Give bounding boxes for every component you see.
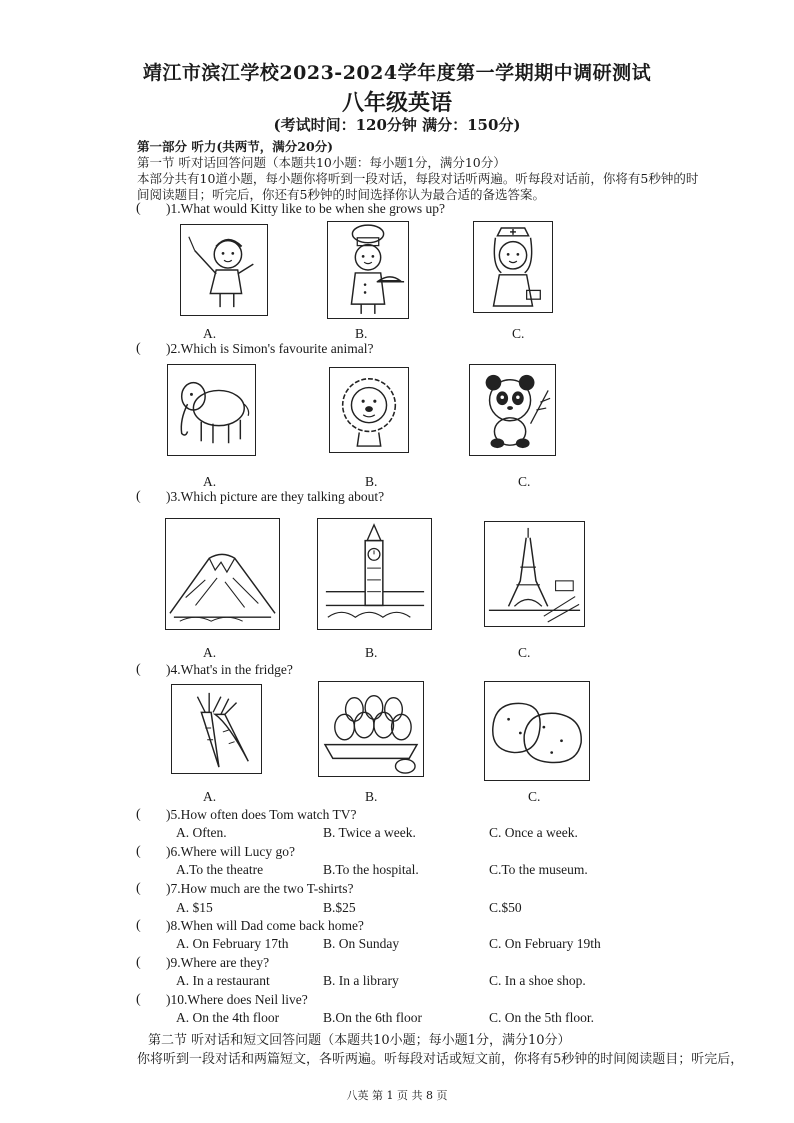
- section1-heading: 第一节 听对话回答问题（本题共10小题：每小题1分，满分10分）: [137, 155, 506, 170]
- answer-paren[interactable]: (: [136, 201, 141, 216]
- carrots-picture[interactable]: [171, 684, 262, 774]
- option-label-a: A.: [203, 789, 217, 804]
- instruction-line-2: 间阅读题目；听完后，你还有5秒钟的时间选择你认为最合适的备选答案。: [137, 187, 545, 202]
- part1-heading: 第一部分 听力(共两节，满分20分): [137, 139, 334, 154]
- answer-paren[interactable]: (: [136, 992, 141, 1007]
- option-label-c: C.: [518, 645, 531, 660]
- answer-paren[interactable]: (: [136, 489, 141, 504]
- option-a: A. Often.: [176, 825, 227, 840]
- answer-paren[interactable]: (: [136, 807, 141, 822]
- mount-fuji-picture[interactable]: [165, 518, 280, 630]
- answer-paren[interactable]: (: [136, 918, 141, 933]
- option-a: A. $15: [176, 900, 213, 915]
- answer-paren[interactable]: (: [136, 955, 141, 970]
- conductor-picture[interactable]: [180, 224, 268, 316]
- option-label-c: C.: [528, 789, 541, 804]
- question-text: )4.What's in the fridge?: [166, 662, 293, 677]
- option-label-b: B.: [365, 474, 378, 489]
- option-c: C. In a shoe shop.: [489, 973, 586, 988]
- section2-heading: 第二节 听对话和短文回答问题（本题共10小题；每小题1分，满分10分）: [148, 1033, 571, 1048]
- nurse-picture[interactable]: [473, 221, 553, 313]
- option-label-c: C.: [512, 326, 525, 341]
- question-text: )1.What would Kitty like to be when she grows up?: [166, 201, 445, 216]
- option-label-c: C.: [518, 474, 531, 489]
- option-c: C. On the 5th floor.: [489, 1010, 594, 1025]
- option-b: B. Twice a week.: [323, 825, 416, 840]
- question-text: )8.When will Dad come back home?: [166, 918, 364, 933]
- option-c: C. Once a week.: [489, 825, 578, 840]
- potatoes-picture[interactable]: [484, 681, 590, 781]
- option-c: C.$50: [489, 900, 522, 915]
- option-a: A.To the theatre: [176, 862, 264, 877]
- option-a: A. On the 4th floor: [176, 1010, 280, 1025]
- big-ben-picture[interactable]: [317, 518, 432, 630]
- lion-picture[interactable]: [329, 367, 409, 453]
- question-text: )2.Which is Simon's favourite animal?: [166, 341, 374, 356]
- option-label-a: A.: [203, 645, 217, 660]
- option-b: B. In a library: [323, 973, 399, 988]
- answer-paren[interactable]: (: [136, 341, 141, 356]
- elephant-picture[interactable]: [167, 364, 256, 456]
- option-b: B.$25: [323, 900, 356, 915]
- instruction-line-1: 本部分共有10道小题，每小题你将听到一段对话，每段对话听两遍。听每段对话前，你将有5秒钟的时: [137, 171, 699, 186]
- question-text: )7.How much are the two T-shirts?: [166, 881, 354, 896]
- section2-instruction: 你将听到一段对话和两篇短文，各听两遍。听每段对话或短文前，你将有5秒钟的时间阅读题目；听完后，: [137, 1052, 744, 1067]
- option-label-a: A.: [203, 474, 217, 489]
- exam-subject: 八年级英语: [341, 90, 452, 116]
- option-b: B.To the hospital.: [323, 862, 419, 877]
- option-c: C.To the museum.: [489, 862, 588, 877]
- exam-info: (考试时间：120分钟 满分：150分): [273, 116, 521, 134]
- option-a: A. In a restaurant: [176, 973, 270, 988]
- option-label-b: B.: [365, 789, 378, 804]
- eiffel-tower-picture[interactable]: [484, 521, 585, 627]
- question-text: )9.Where are they?: [166, 955, 270, 970]
- answer-paren[interactable]: (: [136, 844, 141, 859]
- option-label-a: A.: [203, 326, 217, 341]
- answer-paren[interactable]: (: [136, 881, 141, 896]
- option-b: B.On the 6th floor: [323, 1010, 422, 1025]
- option-c: C. On February 19th: [489, 936, 601, 951]
- eggs-picture[interactable]: [318, 681, 424, 777]
- question-text: )3.Which picture are they talking about?: [166, 489, 385, 504]
- option-label-b: B.: [355, 326, 368, 341]
- question-text: )6.Where will Lucy go?: [166, 844, 295, 859]
- chef-picture[interactable]: [327, 221, 409, 319]
- panda-picture[interactable]: [469, 364, 556, 456]
- question-text: )5.How often does Tom watch TV?: [166, 807, 357, 822]
- answer-paren[interactable]: (: [136, 662, 141, 677]
- option-a: A. On February 17th: [176, 936, 289, 951]
- page-footer: 八英 第 1 页 共 8 页: [346, 1089, 448, 1102]
- exam-title: 靖江市滨江学校2023-2024学年度第一学期期中调研测试: [142, 62, 652, 84]
- option-label-b: B.: [365, 645, 378, 660]
- question-text: )10.Where does Neil live?: [166, 992, 308, 1007]
- option-b: B. On Sunday: [323, 936, 400, 951]
